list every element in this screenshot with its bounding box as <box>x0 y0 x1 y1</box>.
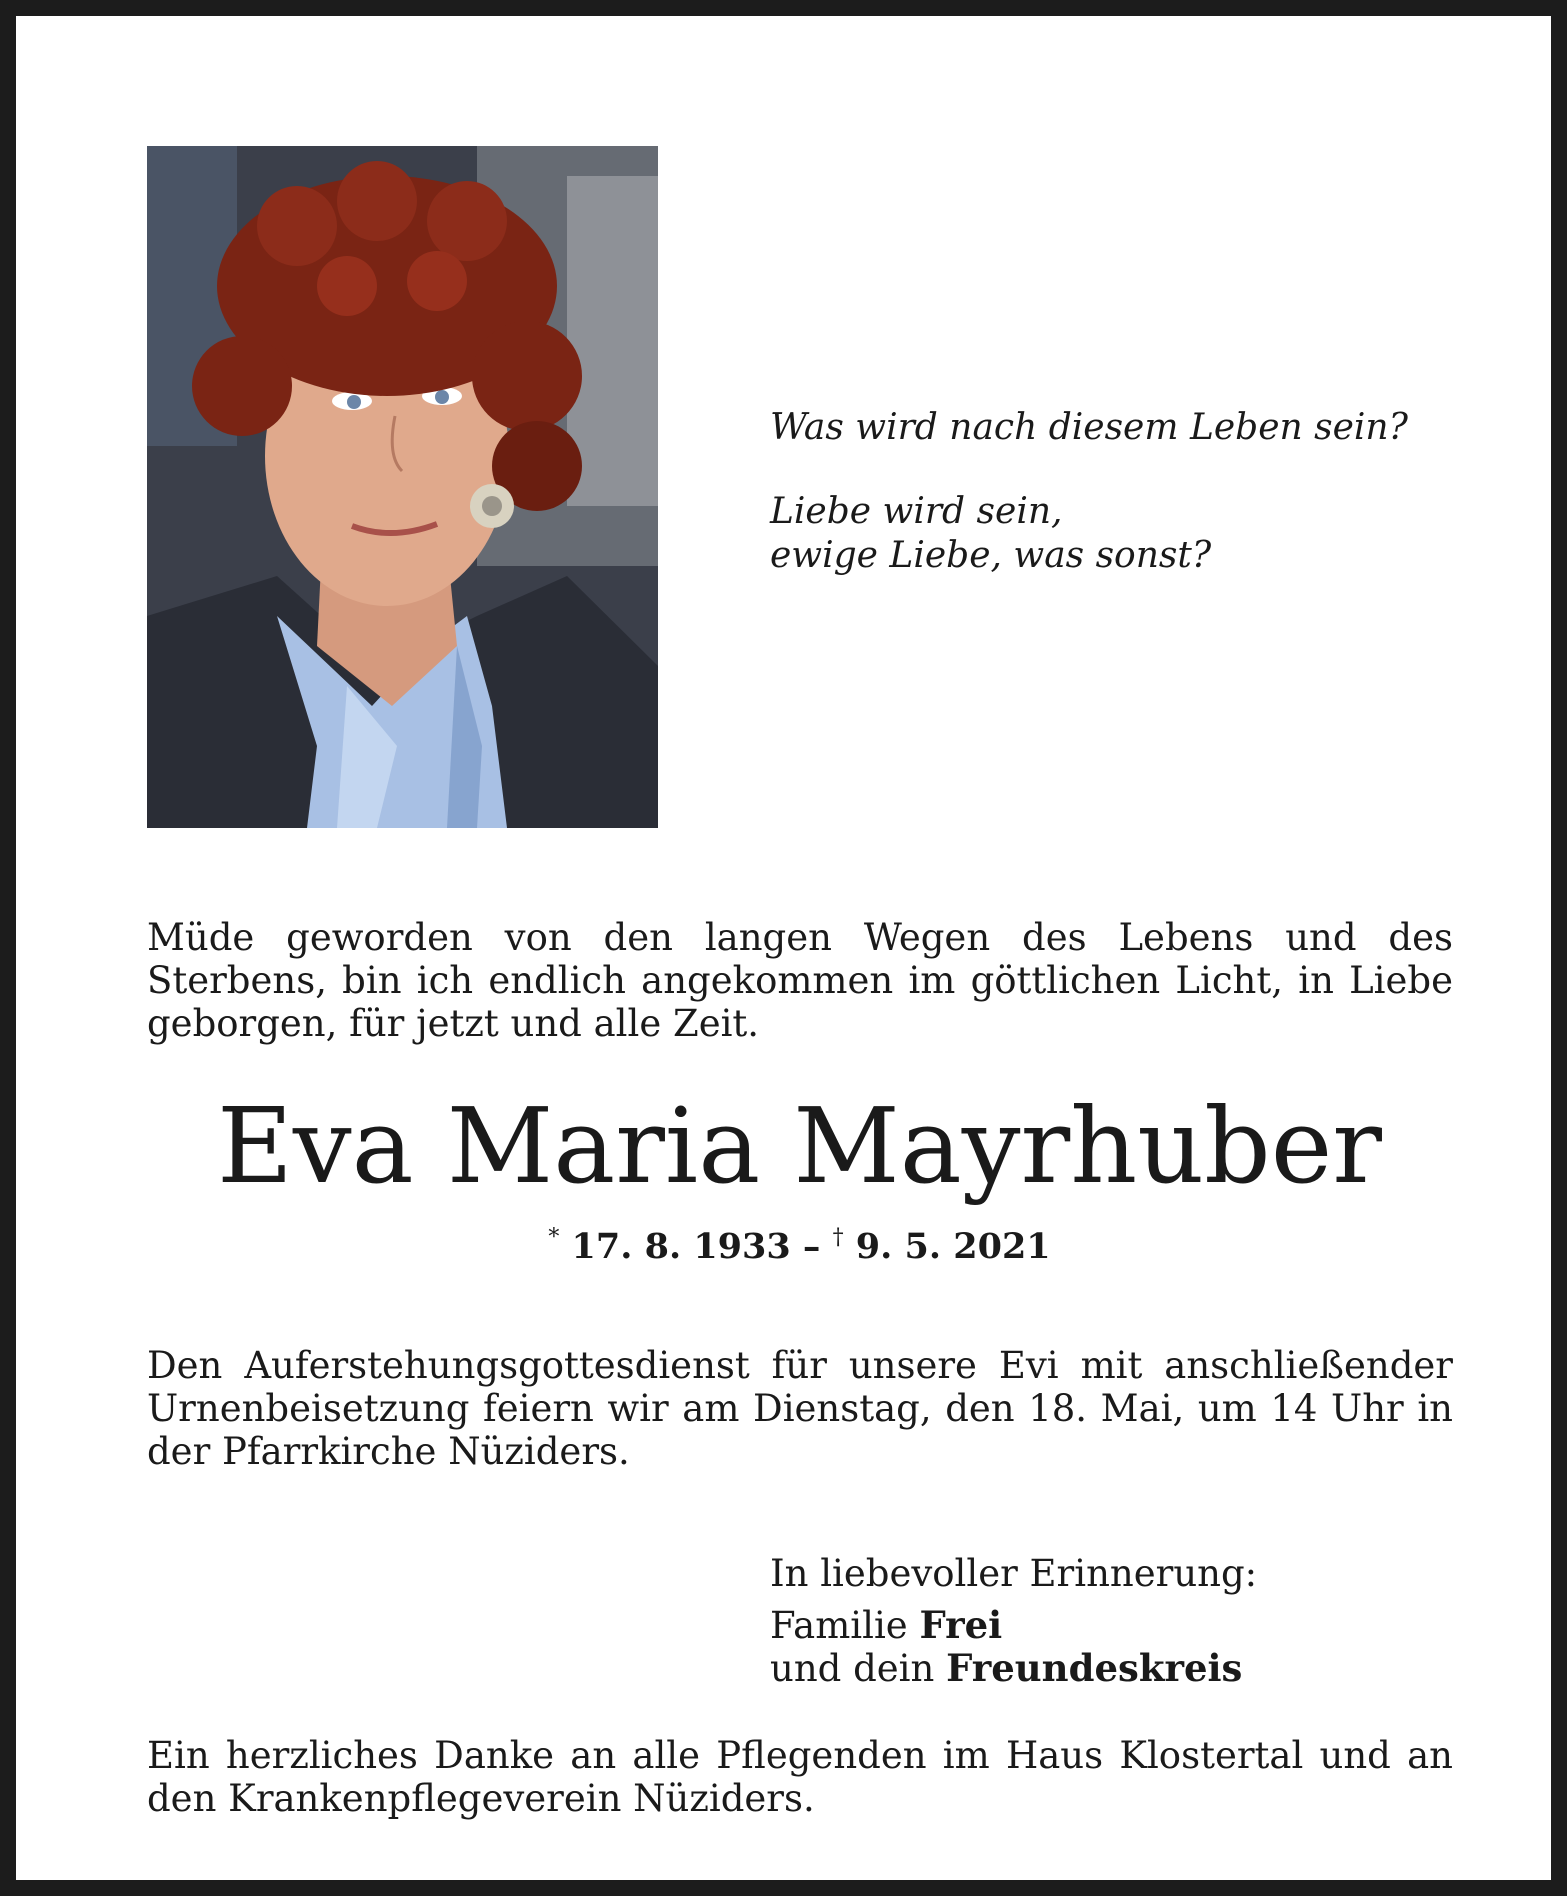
death-date: 9. 5. 2021 <box>855 1226 1051 1267</box>
mourners-line-2 <box>770 1647 1257 1690</box>
mourners-line-1 <box>770 1604 1257 1647</box>
portrait-photo <box>147 146 658 828</box>
birth-date: 17. 8. 1933 <box>571 1226 791 1267</box>
mourners-block <box>770 1552 1257 1690</box>
mourners-line-1-prefix: Familie <box>770 1604 920 1647</box>
intro-paragraph: Müde geworden von den langen Wegen des Lebens und des Sterbens, bin ich endlich angekommen im göttlichen Licht, in Liebe geborgen, für jetzt und alle Zeit. <box>147 916 1453 1045</box>
thanks-paragraph: Ein herzliches Danke an alle Pflegenden im Haus Klostertal und an den Krankenpflegeverein Nüziders. <box>147 1734 1453 1820</box>
service-paragraph: Den Auferstehungsgottesdienst für unsere Evi mit anschließender Urnenbeisetzung feiern wir am Dienstag, den 18. Mai, um 14 Uhr in der Pfarrkirche Nüziders. <box>147 1344 1453 1473</box>
mourners-heading: In liebevoller Erinnerung: <box>770 1552 1258 1595</box>
motto-line-1: Was wird nach diesem Leben sein? <box>770 407 1408 448</box>
death-symbol: † <box>832 1225 844 1250</box>
motto-line-2: Liebe wird sein, <box>770 491 1063 532</box>
birth-symbol: * <box>548 1225 560 1250</box>
family-name: Frei <box>919 1603 1003 1647</box>
friends-circle: Freundeskreis <box>946 1646 1243 1690</box>
mourners-line-2-prefix: und dein <box>770 1647 947 1690</box>
life-dates <box>16 1216 1567 1269</box>
motto-verse <box>770 406 1408 578</box>
motto-line-3: ewige Liebe, was sonst? <box>770 535 1212 576</box>
deceased-name: Eva Maria Mayrhuber <box>216 1085 1383 1207</box>
date-separator: – <box>790 1226 833 1267</box>
